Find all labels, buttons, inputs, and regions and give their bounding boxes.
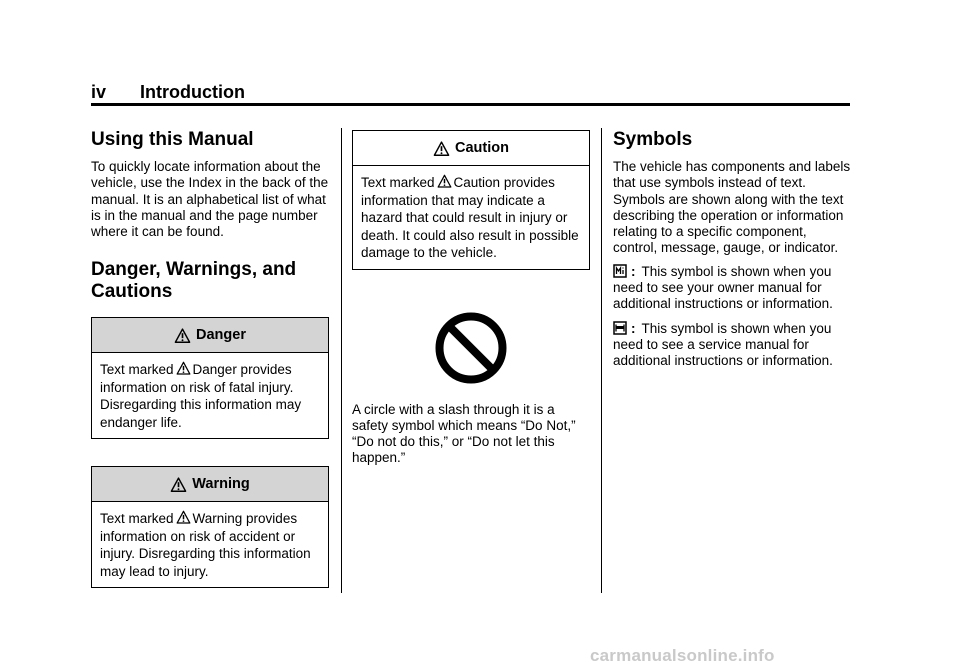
warning-triangle-icon [437, 174, 452, 188]
danger-box-body [92, 353, 328, 438]
column-right [613, 128, 853, 370]
caution-box [352, 130, 590, 270]
warning-box-body [92, 502, 328, 587]
circle-slash-text: A circle with a slash through it is a safety symbol which means “Do Not,” “Do not do this,” or “Do not let this happen.” [352, 401, 576, 466]
dangers-heading-line2: Cautions [91, 281, 173, 303]
service-manual-colon: : [631, 320, 636, 336]
service-manual-text: This symbol is shown when you need to see a service manual for additional instructions or information. [613, 320, 833, 369]
prohibition-symbol [434, 311, 508, 385]
warning-triangle-icon [176, 510, 191, 524]
watermark: carmanualsonline.info [590, 646, 775, 665]
service-manual-entry [613, 321, 851, 370]
symbols-heading: Symbols [613, 129, 693, 150]
owner-manual-colon: : [631, 263, 636, 279]
using-manual-heading: Using this Manual [91, 129, 254, 150]
warning-triangle-icon [176, 361, 191, 375]
caution-text-after: Caution provides information that may indicate a hazard that could result in injury or death. It could also result in possible damage to the vehicle. [361, 175, 579, 260]
warning-triangle-icon [433, 141, 450, 156]
caution-heading: Caution [455, 140, 509, 156]
danger-heading: Danger [196, 327, 246, 344]
owner-manual-entry [613, 264, 851, 313]
service-manual-icon [613, 321, 627, 335]
warning-box [91, 466, 329, 588]
danger-box-header [92, 318, 328, 353]
caution-text-before: Text marked [361, 175, 435, 190]
column-left [91, 128, 331, 588]
warning-box-header [92, 467, 328, 502]
section-title: Introduction [140, 82, 245, 102]
caution-box-body [353, 166, 589, 269]
using-manual-text: To quickly locate information about the vehicle, use the Index in the back of the manual. It is an alphabetical list of what is in the manual and the page number where it can be found. [91, 159, 329, 240]
prohibition-icon [434, 311, 508, 385]
warning-text-before: Text marked [100, 511, 174, 527]
column-divider [341, 128, 342, 593]
warning-triangle-icon [170, 477, 187, 492]
owner-manual-text: This symbol is shown when you need to see your owner manual for additional instructions or information. [613, 263, 833, 312]
owner-manual-icon [613, 264, 627, 278]
danger-text-after: Danger provides information on risk of fatal injury. Disregarding this information may endanger life. [100, 362, 302, 430]
column-divider [601, 128, 602, 593]
warning-triangle-icon [174, 328, 191, 343]
page-header [91, 82, 850, 106]
caution-box-header [353, 131, 589, 166]
danger-box [91, 317, 329, 439]
dangers-heading [91, 259, 331, 303]
warning-heading: Warning [192, 476, 250, 493]
dangers-heading-line1: Danger, Warnings, and [91, 259, 297, 281]
page-number: iv [91, 82, 107, 102]
column-middle [352, 128, 590, 467]
symbols-intro: The vehicle has components and labels that use symbols instead of text. Symbols are shown along with the text describing the operation or information relating to a specific component, control, message, gauge, or indicator. [613, 159, 851, 256]
warning-text-after: Warning provides information on risk of accident or injury. Disregarding this information may lead to injury. [100, 511, 311, 579]
danger-text-before: Text marked [100, 362, 174, 378]
